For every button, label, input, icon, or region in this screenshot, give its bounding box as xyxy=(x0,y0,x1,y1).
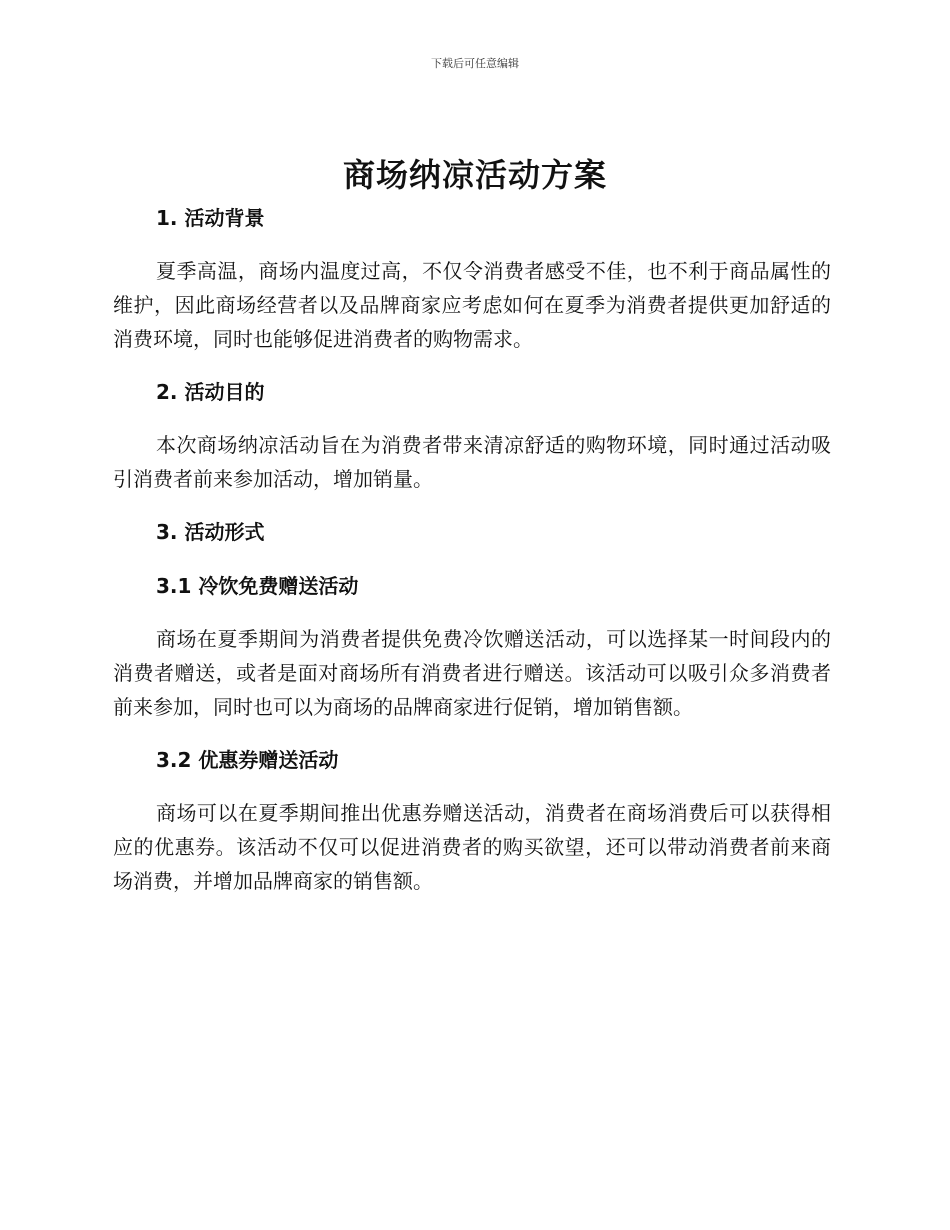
section-coupons xyxy=(113,742,831,898)
section-paragraph: 商场在夏季期间为消费者提供免费冷饮赠送活动，可以选择某一时间段内的消费者赠送，或者是面对商场所有消费者进行赠送。该活动可以吸引众多消费者前来参加，同时也可以为商场的品牌商家进行促销，增加销售额。 xyxy=(113,627,831,719)
document-body xyxy=(113,200,831,898)
section-heading: 3.2 优惠券赠送活动 xyxy=(156,748,339,772)
section-purpose xyxy=(113,374,831,496)
section-heading: 2. 活动目的 xyxy=(156,380,265,404)
header-note: 下载后可任意编辑 xyxy=(431,57,519,70)
section-heading: 3. 活动形式 xyxy=(156,520,265,544)
section-paragraph: 商场可以在夏季期间推出优惠券赠送活动，消费者在商场消费后可以获得相应的优惠券。该活动不仅可以促进消费者的购买欲望，还可以带动消费者前来商场消费，并增加品牌商家的销售额。 xyxy=(113,801,831,893)
section-paragraph: 夏季高温，商场内温度过高，不仅令消费者感受不佳，也不利于商品属性的维护，因此商场经营者以及品牌商家应考虑如何在夏季为消费者提供更加舒适的消费环境，同时也能够促进消费者的购物需求。 xyxy=(113,259,831,351)
section-paragraph: 本次商场纳凉活动旨在为消费者带来清凉舒适的购物环境，同时通过活动吸引消费者前来参加活动，增加销量。 xyxy=(113,433,831,491)
document-title: 商场纳凉活动方案 xyxy=(342,156,607,194)
section-background xyxy=(113,200,831,356)
section-cold-drinks xyxy=(113,568,831,724)
section-heading: 1. 活动背景 xyxy=(156,206,265,230)
section-heading: 3.1 冷饮免费赠送活动 xyxy=(156,574,359,598)
section-format xyxy=(113,514,831,550)
